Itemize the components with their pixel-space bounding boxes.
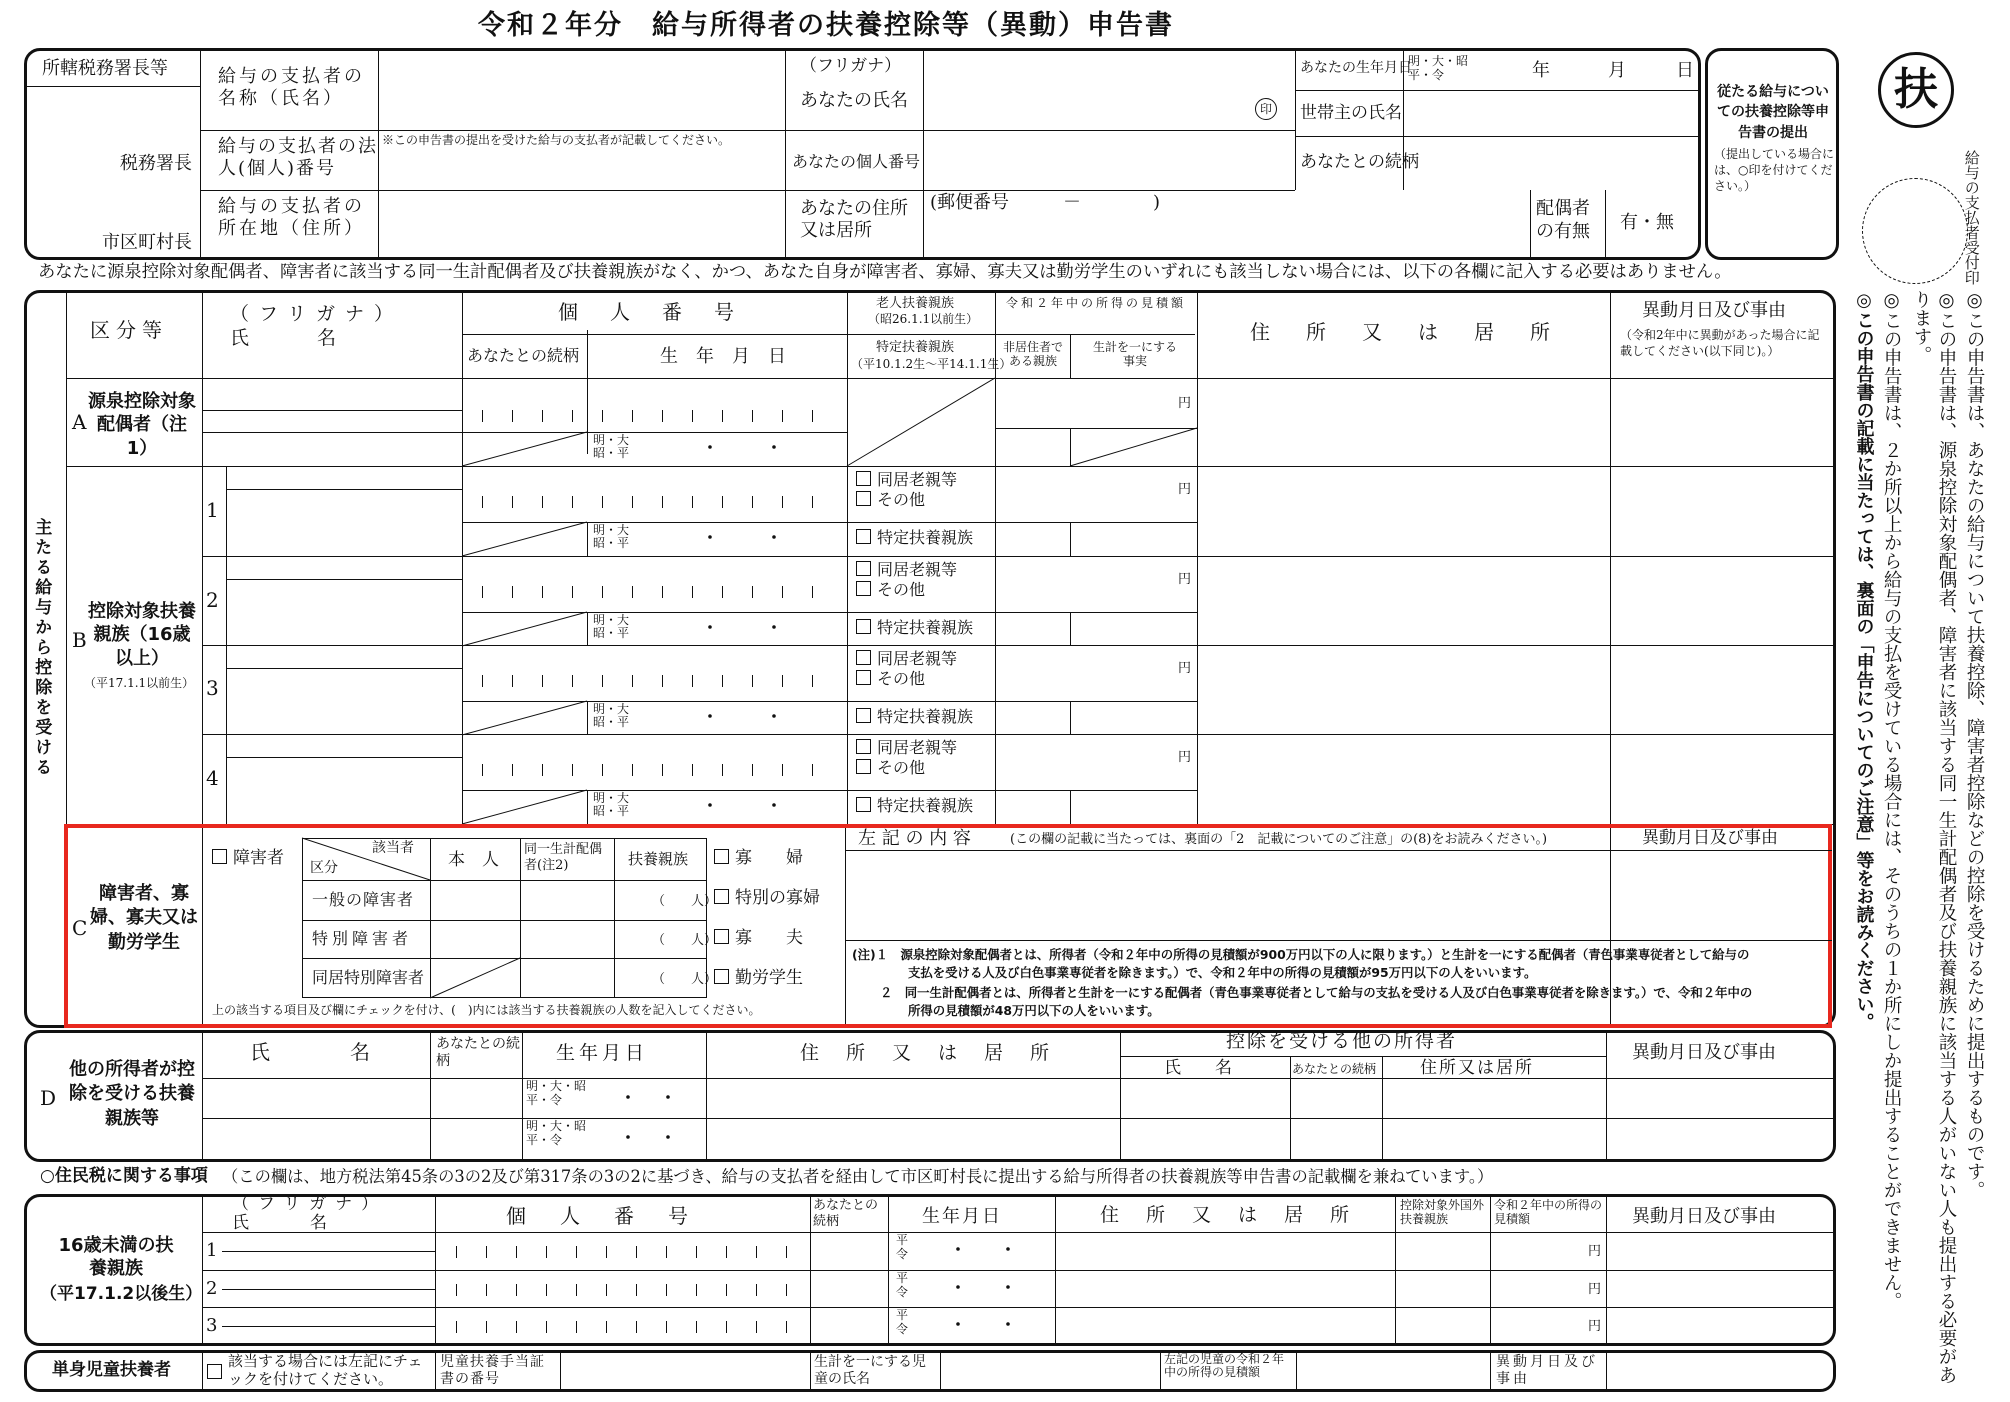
widower-check[interactable]: 寡 夫 (714, 928, 803, 948)
single-parent-child-name: 生計を一にする児童の氏名 (814, 1354, 926, 1387)
row-b-address-input[interactable] (1199, 647, 1608, 733)
receipt-stamp-circle (1862, 178, 1968, 284)
single-parent-change: 異動月日及び事由 (1496, 1354, 1598, 1387)
col-specific: 特定扶養親族 (876, 340, 955, 355)
disabled-check[interactable]: 障害者 (212, 848, 284, 868)
notice-text: あなたに源泉控除対象配偶者、障害者に該当する同一生計配偶者及び扶養親族がなく、かつ、あなた自身が障害者、寡婦、寡夫又は勤労学生のいずれにも該当しない場合には、以下の各欄に記入する必要はありません。 (38, 262, 1732, 282)
single-parent-label: 単身児童扶養者 (52, 1360, 171, 1380)
payer-address-label: 給与の支払者の所在地（住所） (218, 196, 365, 239)
row-b-letter: B (72, 628, 87, 652)
your-number-input[interactable] (926, 132, 1292, 188)
col-kubun: 区分等 (90, 318, 168, 342)
single-parent-cert: 児童扶養手当証書の番号 (440, 1354, 545, 1387)
payer-name-label: 給与の支払者の名称（氏名） (218, 66, 365, 109)
grid-people-2[interactable]: （ 人） (652, 933, 718, 948)
fu-mark: 扶 (1878, 52, 1954, 128)
row-b-dot: ・ (766, 796, 783, 815)
r-col-income: 令和２年中の所得の見積額 (1494, 1198, 1603, 1227)
your-address-label: あなたの住所又は居所 (800, 198, 908, 241)
row-b-yen: 円 (1178, 572, 1192, 587)
row-b-other-check[interactable]: その他 (856, 580, 925, 599)
r-row-dot: ・ (950, 1240, 967, 1259)
col-change-note: （令和2年中に異動があった場合に記載してください(以下同じ)。） (1620, 328, 1820, 358)
d-era-1: 明・大・昭 平・令 (526, 1079, 587, 1107)
d-col-name: 氏 名 (250, 1040, 370, 1064)
row-b-other-check[interactable]: その他 (856, 758, 925, 777)
seal-mark: 印 (1255, 98, 1277, 120)
row-b-dot: ・ (766, 707, 783, 726)
d-col-other: 控除を受ける他の所得者 (1226, 1030, 1458, 1052)
r-row-dot: ・ (950, 1278, 967, 1297)
col-change: 異動月日及び事由 (1642, 300, 1786, 321)
payer-number-input[interactable] (380, 150, 782, 188)
row-b-specific-check[interactable]: 特定扶養親族 (856, 707, 973, 726)
row-b-elderly-check[interactable]: 同居老親等 (856, 560, 957, 579)
section-c-letter: C (72, 916, 88, 940)
row-b-specific-check[interactable]: 特定扶養親族 (856, 528, 973, 547)
r-row-address-input[interactable] (1057, 1234, 1393, 1268)
row-a-dot1: ・ (702, 438, 719, 457)
row-a-letter: A (72, 410, 87, 434)
col-income: 令和２年中の所得の見積額 (1006, 296, 1187, 310)
section-c-label: 障害者、寡婦、寡夫又は勤労学生 (90, 883, 198, 953)
content-input[interactable] (848, 852, 1608, 938)
resident-header: ○住民税に関する事項 (40, 1166, 208, 1186)
birth-year: 年 (1532, 60, 1550, 81)
resident-sub: （平17.1.2以後生） (40, 1284, 203, 1304)
note-2a: ２ 同一生計配偶者とは、所得者と生計を一にする配偶者（青色事業専従者として給与の支払を受ける人及び白色事業専従者を除きます。）で、令和２年中の (880, 985, 1753, 1000)
grid-header-applicable: 該当者 (372, 840, 414, 856)
r-col-number: 個 人 番 号 (506, 1204, 695, 1228)
d-col-other-name: 氏 名 (1164, 1058, 1232, 1078)
r-col-name: （フリガナ） 氏 名 (232, 1194, 388, 1233)
row-b-dot: ・ (702, 707, 719, 726)
d-row-1-input[interactable] (204, 1080, 428, 1116)
row-a-era: 明・大 昭・平 (593, 433, 630, 461)
row-b-yen: 円 (1178, 750, 1192, 765)
row-b-yen: 円 (1178, 661, 1192, 676)
row-b-era: 明・大 昭・平 (593, 613, 630, 641)
d-dot-1a: ・ (620, 1088, 637, 1107)
row-b-dot: ・ (702, 796, 719, 815)
col-birth: 生 年 月 日 (660, 346, 786, 367)
tax-office-input[interactable] (28, 88, 196, 256)
row-a-name-input[interactable] (204, 412, 460, 464)
row-b-elderly-check[interactable]: 同居老親等 (856, 738, 957, 757)
grid-header-kubun: 区分 (310, 860, 338, 876)
r-row-era: 平 令 (896, 1233, 909, 1261)
r-col-relation: あなたとの続柄 (813, 1198, 879, 1229)
col-livelihood: 生計を一にする事実 (1092, 340, 1177, 369)
r-col-address: 住 所 又 は 居 所 (1100, 1204, 1354, 1226)
content-note: (この欄の記載に当たっては、裏面の「2 記載についてのご注意」の(8)をお読みください。) (1010, 832, 1548, 847)
householder-label: 世帯主の氏名 (1300, 103, 1402, 123)
d-dot-1b: ・ (660, 1088, 677, 1107)
relation-input[interactable] (1405, 138, 1697, 188)
r-row-num: 3 (206, 1315, 218, 1336)
c-change-label: 異動月日及び事由 (1642, 828, 1778, 848)
row-b-name-input[interactable] (228, 491, 460, 553)
content-label: 左 記 の 内 容 (858, 828, 971, 849)
row-b-num-3: 3 (206, 676, 219, 700)
row-b-era: 明・大 昭・平 (593, 702, 630, 730)
row-b-dot: ・ (766, 528, 783, 547)
row-b-era: 明・大 昭・平 (593, 523, 630, 551)
resident-header-note: （この欄は、地方税法第45条の3の2及び第317条の3の2に基づき、給与の支払者を経由して市区町村長に提出する給与所得者の扶養親族等申告書の記載欄を兼ねています。） (222, 1167, 1494, 1186)
spouse-value[interactable]: 有・無 (1620, 212, 1674, 233)
side-note-1: ◎この申告書は、あなたの給与について扶養控除、障害者控除などの控除を受けるために提出するものです。 (1964, 290, 1986, 1199)
special-widow-check[interactable]: 特別の寡婦 (714, 888, 820, 908)
grid-row-cohabit: 同居特別障害者 (312, 968, 425, 987)
row-a-address-input[interactable] (1199, 380, 1608, 464)
tax-office-label: 所轄税務署長等 (42, 58, 168, 79)
student-check[interactable]: 勤労学生 (714, 968, 803, 988)
payer-number-label: 給与の支払者の法人(個人)番号 (218, 136, 378, 179)
row-b-name-input[interactable] (228, 670, 460, 732)
section-c-footnote: 上の該当する項目及び欄にチェックを付け、( )内には該当する扶養親族の人数を記入してください。 (212, 1003, 761, 1017)
payer-name-input[interactable] (380, 52, 782, 128)
row-b-era: 明・大 昭・平 (593, 791, 630, 819)
r-row-yen: 円 (1588, 1244, 1602, 1259)
row-b-num-2: 2 (206, 588, 219, 612)
note-2b: 所得の見積額が48万円以下の人をいいます。 (908, 1003, 1160, 1018)
note-1b: 支払を受ける人及び白色事業専従者を除きます。）で、令和２年中の所得の見積額が95万円以下の人をいいます。 (908, 965, 1537, 980)
row-a-label: 源泉控除対象配偶者（注1） (88, 391, 196, 459)
grid-row-special: 特別障害者 (312, 929, 413, 948)
r-row-dot: ・ (1000, 1240, 1017, 1259)
row-b-num-1: 1 (206, 498, 219, 522)
furigana-label: （フリガナ） (800, 56, 902, 76)
row-b-specific-check[interactable]: 特定扶養親族 (856, 796, 973, 815)
col-relation: あなたとの続柄 (467, 346, 580, 365)
page-title: 令和２年分 給与所得者の扶養控除等（異動）申告書 (478, 10, 1174, 41)
row-b-name-input[interactable] (228, 759, 460, 821)
col-specific-sub: （平10.1.2生～平14.1.1生） (851, 357, 1012, 371)
row-b-label: 控除対象扶養親族（16歳以上） (88, 601, 196, 669)
col-address: 住 所 又 は 居 所 (1250, 320, 1558, 344)
row-b-other-check[interactable]: その他 (856, 669, 925, 688)
householder-input[interactable] (1405, 92, 1697, 134)
d-col-other-relation: あなたとの続柄 (1292, 1062, 1377, 1076)
grid-row-general: 一般の障害者 (312, 890, 415, 909)
birth-label: あなたの生年月日 (1300, 60, 1412, 76)
r-row-address-input[interactable] (1057, 1272, 1393, 1306)
row-b-address-input[interactable] (1199, 558, 1608, 644)
r-col-foreign: 控除対象外国外扶養親族 (1400, 1198, 1485, 1227)
row-b-yen: 円 (1178, 482, 1192, 497)
row-b-address-input[interactable] (1199, 468, 1608, 554)
row-b-name-input[interactable] (228, 581, 460, 643)
city-suffix: 市区町村長 (102, 232, 192, 253)
payer-address-input[interactable] (380, 192, 782, 256)
birth-era: 明・大・昭 平・令 (1408, 54, 1469, 83)
d-dot-2a: ・ (620, 1128, 637, 1147)
row-b-num-4: 4 (206, 766, 219, 790)
payer-number-note: ※この申告書の提出を受けた給与の支払者が記載してください。 (382, 133, 731, 147)
section-d-label: 他の所得者が控除を受ける扶養親族等 (69, 1059, 195, 1129)
row-b-dot: ・ (702, 618, 719, 637)
row-b-specific-check[interactable]: 特定扶養親族 (856, 618, 973, 637)
d-col-change: 異動月日及び事由 (1632, 1042, 1776, 1063)
col-nonres: 非居住者である親族 (1002, 340, 1063, 369)
row-b-sub: （平17.1.1以前生） (84, 676, 195, 690)
d-col-relation: あなたとの続柄 (436, 1036, 520, 1069)
your-address-input[interactable] (926, 216, 1526, 256)
r-row-era: 平 令 (896, 1308, 909, 1336)
side-note-2: ◎この申告書は、源泉控除対象配偶者、障害者に該当する同一生計配偶者及び扶養親族に該当する人がいない人も提出する必要があります。 (1910, 290, 1957, 1384)
col-number: 個 人 番 号 (558, 300, 740, 324)
row-a-yen: 円 (1178, 396, 1192, 411)
note-1a: (注)１ 源泉控除対象配偶者とは、所得者（令和２年中の所得の見積額が900万円以下の人に限ります。）と生計を一にする配偶者（青色事業専従者として給与の (852, 947, 1750, 962)
widow-check[interactable]: 寡 婦 (714, 848, 803, 868)
stamp-label: 給与の支払者受付印 (1962, 150, 1981, 285)
r-row-address-input[interactable] (1057, 1309, 1393, 1343)
d-dot-2b: ・ (660, 1128, 677, 1147)
single-parent-check-note: 該当する場合には左記にチェックを付けてください。 (228, 1352, 423, 1388)
single-parent-check[interactable] (207, 1364, 222, 1379)
side-note-4: ◎この申告書の記載に当たっては、裏面の「申告についてのご注意」等をお読みください。 (1853, 290, 1875, 1031)
main-declaration-note: （提出している場合には、○印を付けてください。） (1714, 147, 1835, 194)
d-era-2: 明・大・昭 平・令 (526, 1119, 587, 1147)
side-note-3: ◎この申告書は、２か所以上から給与の支払を受けている場合には、そのうちの１か所にしか提出することができません。 (1881, 290, 1903, 1310)
resident-label: 16歳未満の扶養親族 (58, 1235, 174, 1280)
d-col-address: 住 所 又 は 居 所 (800, 1042, 1054, 1064)
row-b-address-input[interactable] (1199, 736, 1608, 822)
birth-month: 月 (1608, 60, 1626, 81)
r-row-dot: ・ (1000, 1278, 1017, 1297)
r-col-change: 異動月日及び事由 (1632, 1206, 1776, 1227)
grid-col-spouse: 同一生計配偶者(注2) (524, 842, 603, 873)
main-declaration-label: 従たる給与についての扶養控除等申告書の提出 (1717, 84, 1829, 141)
tax-office-suffix: 税務署長 (120, 153, 192, 174)
grid-people-1[interactable]: （ 人） (652, 894, 718, 909)
section-d-letter: D (40, 1086, 57, 1110)
relation-label: あなたとの続柄 (1300, 152, 1419, 172)
r-row-yen: 円 (1588, 1282, 1602, 1297)
grid-people-3[interactable]: （ 人） (652, 972, 718, 987)
d-col-birth: 生年月日 (556, 1042, 649, 1064)
your-name-label: あなたの氏名 (800, 90, 908, 111)
r-row-num: 2 (206, 1278, 218, 1299)
col-elderly: 老人扶養親族 (876, 296, 955, 311)
r-row-yen: 円 (1588, 1319, 1602, 1334)
row-a-dot2: ・ (766, 438, 783, 457)
r-row-dot: ・ (950, 1315, 967, 1334)
postal-code: (郵便番号 － ) (930, 192, 1161, 213)
d-row-2-input[interactable] (204, 1120, 428, 1158)
row-b-elderly-check[interactable]: 同居老親等 (856, 649, 957, 668)
r-col-birth: 生年月日 (922, 1206, 1002, 1227)
d-col-other-address: 住所又は居所 (1420, 1058, 1534, 1078)
r-row-dot: ・ (1000, 1315, 1017, 1334)
birth-day: 日 (1676, 60, 1694, 81)
col-name: （フリガナ） 氏 名 (230, 303, 404, 349)
r-row-era: 平 令 (896, 1271, 909, 1299)
row-b-elderly-check[interactable]: 同居老親等 (856, 470, 957, 489)
row-b-dot: ・ (702, 528, 719, 547)
row-b-dot: ・ (766, 618, 783, 637)
col-elderly-sub: （昭26.1.1以前生） (868, 312, 979, 326)
grid-col-dependents: 扶養親族 (628, 850, 689, 868)
your-name-input[interactable] (926, 52, 1292, 128)
grid-col-self: 本 人 (448, 850, 499, 870)
r-row-num: 1 (206, 1240, 218, 1261)
main-side-label: 主たる給与から控除を受ける (31, 518, 52, 778)
single-parent-child-income: 左記の児童の令和２年中の所得の見積額 (1164, 1352, 1285, 1379)
spouse-label: 配偶者の有無 (1536, 198, 1590, 242)
your-number-label: あなたの個人番号 (792, 152, 921, 171)
c-change-input[interactable] (1612, 852, 1828, 938)
row-b-other-check[interactable]: その他 (856, 490, 925, 509)
